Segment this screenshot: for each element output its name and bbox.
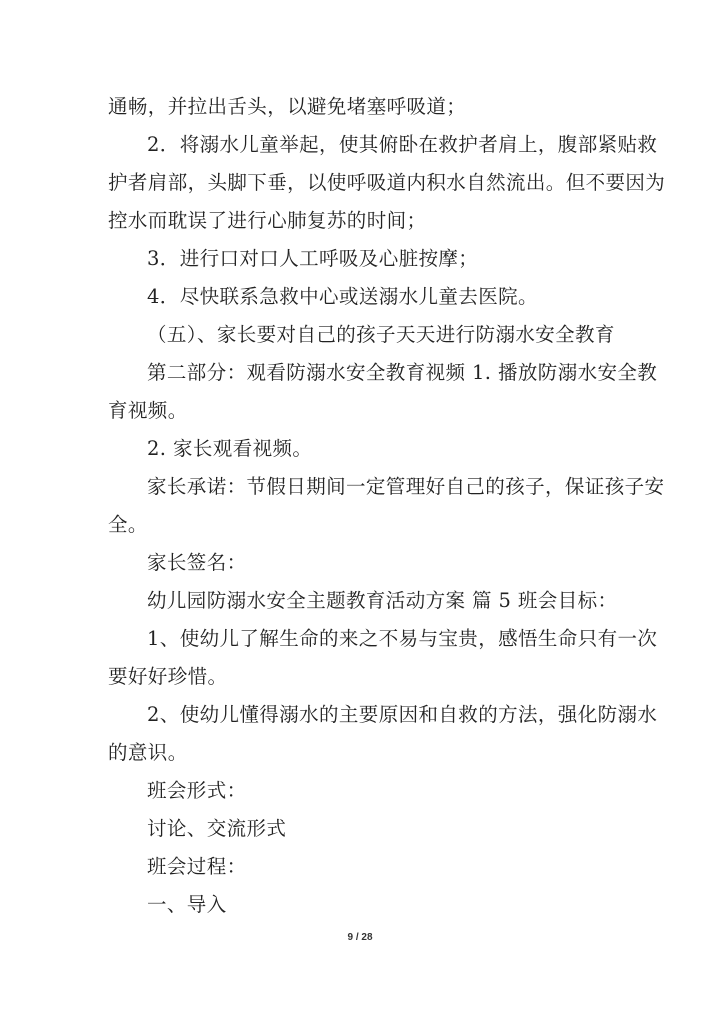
text-line: 幼儿园防溺水安全主题教育活动方案 篇 5 班会目标：: [147, 589, 618, 612]
text-line: 护者肩部，头脚下垂，以使呼吸道内积水自然流出。但不要因为: [108, 171, 666, 194]
text-line: 的意识。: [108, 741, 188, 764]
text-line: 3．进行口对口人工呼吸及心脏按摩；: [147, 247, 479, 270]
text-line: 一、导入: [147, 893, 227, 916]
text-line: 讨论、交流形式: [147, 817, 287, 840]
text-line: 育视频。: [108, 399, 188, 422]
text-line: 第二部分：观看防溺水安全教育视频 1. 播放防溺水安全教: [147, 361, 658, 384]
section-heading: （五）、家长要对自己的孩子天天进行防溺水安全教育: [147, 323, 615, 346]
text-line: 通畅，并拉出舌头，以避免堵塞呼吸道；: [108, 95, 467, 118]
text-line: 控水而耽误了进行心肺复苏的时间；: [108, 209, 427, 232]
text-line: 2. 家长观看视频。: [147, 437, 313, 460]
text-line: 1、使幼儿了解生命的来之不易与宝贵，感悟生命只有一次: [147, 627, 658, 650]
text-line: 家长承诺：节假日期间一定管理好自己的孩子，保证孩子安: [147, 475, 665, 498]
text-line: 班会形式：: [147, 779, 247, 802]
text-line: 班会过程：: [147, 855, 247, 878]
text-line: 家长签名：: [147, 551, 247, 574]
text-line: 2．将溺水儿童举起，使其俯卧在救护者肩上，腹部紧贴救: [147, 133, 658, 156]
text-line: 全。: [108, 513, 148, 536]
page-number: 9 / 28: [347, 932, 373, 943]
text-line: 4．尽快联系急救中心或送溺水儿童去医院。: [147, 285, 538, 308]
text-line: 要好好珍惜。: [108, 665, 228, 688]
text-line: 2、使幼儿懂得溺水的主要原因和自救的方法，强化防溺水: [147, 703, 658, 726]
